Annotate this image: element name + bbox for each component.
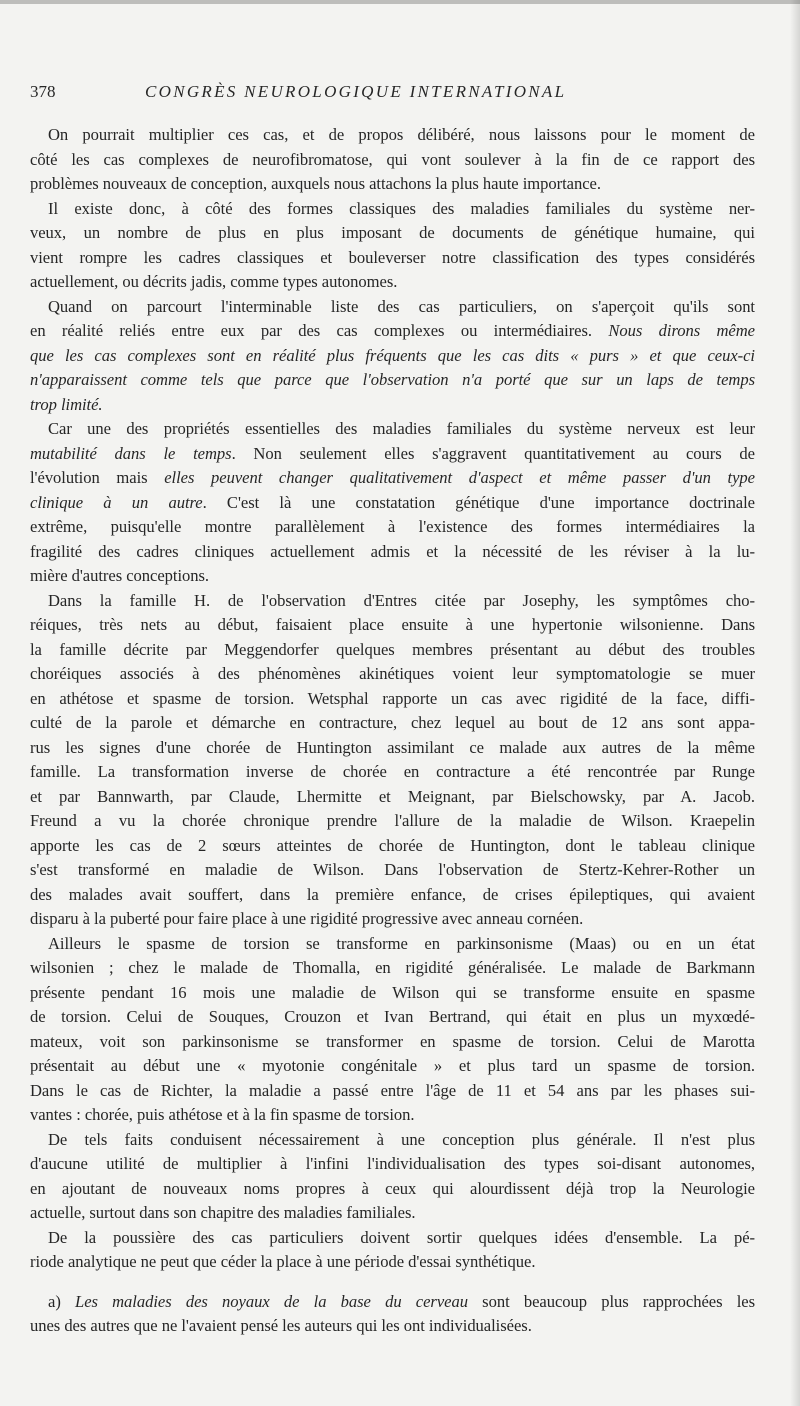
text-line [30, 1005, 755, 1030]
text-segment: fragilité des cadres cliniques actuellement admis et la nécessité de les réviser à la lu- [30, 541, 755, 561]
text-line [30, 246, 755, 271]
text-line [30, 1177, 755, 1202]
italic-text: Nous dirons même [608, 321, 755, 340]
text-line [30, 1054, 755, 1079]
text-segment: mière d'autres conceptions. [30, 566, 210, 585]
paragraph [30, 1128, 755, 1226]
text-line [30, 1079, 755, 1104]
text-segment: riode analytique ne peut que céder la place à une période d'essai synthétique. [30, 1252, 536, 1271]
paragraph [30, 197, 755, 295]
text-line [30, 662, 755, 687]
text-line [30, 393, 755, 418]
text-segment: actuelle, surtout dans son chapitre des maladies familiales. [30, 1203, 416, 1222]
text-segment: De la poussière des cas particuliers doivent sortir quelques idées d'ensemble. La pé- [48, 1227, 755, 1247]
italic-text: que les cas complexes sont en réalité plus fréquents que les cas dits « purs » et que ceux-ci [30, 345, 755, 365]
text-line [30, 319, 755, 344]
text-segment: . C'est là une constatation génétique d'une importance doctrinale [202, 492, 755, 512]
text-line [30, 981, 755, 1006]
text-line [30, 858, 755, 883]
text-line [30, 956, 755, 981]
text-segment: présente pendant 16 mois une maladie de Wilson qui se transforme ensuite en spasme [30, 982, 755, 1002]
text-segment: culté de la parole et démarche en contracture, chez lequel au bout de 12 ans sont appa- [30, 713, 755, 732]
text-line [30, 564, 755, 589]
text-segment: famille. La transformation inverse de chorée en contracture a été rencontrée par Runge [30, 762, 755, 781]
text-line [30, 344, 755, 369]
italic-text: n'apparaissent comme tels que parce que l'observation n'a porté que sur un laps de temps [30, 370, 755, 389]
text-line [30, 368, 755, 393]
text-line [30, 589, 755, 614]
text-segment: Freund a vu la chorée chronique prendre l'allure de la maladie de Wilson. Kraepelin [30, 811, 755, 830]
text-segment: actuellement, ou décrits jadis, comme types autonomes. [30, 272, 398, 291]
text-line [30, 515, 755, 540]
text-segment: mateux, voit son parkinsonisme se transformer en spasme de torsion. Celui de Marotta [30, 1031, 755, 1051]
text-line [30, 760, 755, 785]
text-segment: l'évolution mais [30, 468, 165, 487]
text-segment: s'est transformé en maladie de Wilson. Dans l'observation de Stertz-Kehrer-Rother un [30, 860, 755, 879]
text-segment: extrême, puisqu'elle montre parallèlement à l'existence des formes intermédiaires la [30, 517, 755, 536]
text-line [30, 197, 755, 222]
text-line [30, 834, 755, 859]
text-line [30, 736, 755, 761]
text-segment: wilsonien ; chez le malade de Thomalla, en rigidité généralisée. Le malade de Barkmann [30, 958, 755, 977]
text-line [30, 1226, 755, 1251]
text-segment: Dans la famille H. de l'observation d'Entres citée par Josephy, les symptômes cho- [48, 590, 755, 610]
text-line [30, 809, 755, 834]
text-segment: apporte les cas de 2 sœurs atteintes de chorée de Huntington, dont le tableau clinique [30, 835, 755, 855]
text-segment: rus les signes d'une chorée de Huntington assimilant ce malade aux autres de la même [30, 737, 755, 757]
text-line [30, 711, 755, 736]
italic-text: elles peuvent changer qualitativement d'aspect et même passer d'un type [164, 468, 755, 487]
scan-top-edge [0, 0, 800, 4]
text-line [30, 270, 755, 295]
text-segment: Quand on parcourt l'interminable liste des cas particuliers, on s'aperçoit qu'ils sont [48, 296, 755, 316]
text-line [30, 1103, 755, 1128]
text-line [30, 1152, 755, 1177]
text-segment: Car une des propriétés essentielles des maladies familiales du système nerveux est leur [48, 419, 755, 438]
text-line [30, 932, 755, 957]
text-line [30, 1030, 755, 1055]
text-segment: Ailleurs le spasme de torsion se transforme en parkinsonisme (Maas) ou en un état [48, 933, 755, 953]
text-line [30, 1128, 755, 1153]
paragraph [30, 589, 755, 932]
text-segment: a) [48, 1291, 76, 1311]
text-segment: de torsion. Celui de Souques, Crouzon et Ivan Bertrand, qui était en plus un myxœdé- [30, 1007, 755, 1026]
paragraph [30, 932, 755, 1128]
text-line [30, 123, 755, 148]
text-line [30, 883, 755, 908]
text-line [30, 1314, 755, 1339]
text-line [30, 172, 755, 197]
text-line [30, 442, 755, 467]
text-line [30, 491, 755, 516]
paragraph [30, 1226, 755, 1275]
text-segment: vantes : chorée, puis athétose et à la fin spasme de torsion. [30, 1105, 415, 1124]
text-segment: en réalité reliés entre eux par des cas complexes ou intermédiaires. [30, 321, 609, 340]
text-segment: disparu à la puberté pour faire place à une rigidité progressive avec anneau cornéen. [30, 909, 584, 928]
text-segment: réiques, très nets au début, faisaient place ensuite à une hypertonie wilsonienne. Dans [30, 615, 755, 634]
paragraph [30, 295, 755, 418]
italic-text: mutabilité dans le temps [30, 443, 232, 463]
italic-text: Les maladies des noyaux de la base du cerveau [75, 1291, 468, 1311]
text-line [30, 221, 755, 246]
paragraph [30, 123, 755, 197]
text-segment: Dans le cas de Richter, la maladie a passé entre l'âge de 11 et 54 ans par les phases sui- [30, 1080, 755, 1100]
text-line [30, 295, 755, 320]
text-line [30, 638, 755, 663]
scan-right-edge-shadow [790, 0, 800, 1406]
text-segment: unes des autres que ne l'avaient pensé les auteurs qui les ont individualisées. [30, 1316, 532, 1335]
text-segment: veux, un nombre de plus en plus imposant de documents de génétique humaine, qui [30, 223, 755, 242]
text-segment: en ajoutant de nouveaux noms propres à ceux qui alourdissent déjà trop la Neurologie [30, 1178, 755, 1198]
text-segment: côté les cas complexes de neurofibromatose, qui vont soulever à la fin de ce rapport des [30, 149, 755, 169]
text-line [30, 466, 755, 491]
italic-text: clinique à un autre [30, 492, 203, 512]
text-line [30, 1290, 755, 1315]
text-segment: On pourrait multiplier ces cas, et de propos délibéré, nous laissons pour le moment de [48, 125, 755, 144]
text-segment: Il existe donc, à côté des formes classiques des maladies familiales du système ner- [48, 198, 755, 218]
text-segment: présentait au début une « myotonie congénitale » et plus tard un spasme de torsion. [30, 1056, 755, 1075]
italic-text: trop limité. [30, 394, 103, 414]
text-line [30, 613, 755, 638]
text-line [30, 540, 755, 565]
text-segment: la famille décrite par Meggendorfer quelques membres présentant au début des troubles [30, 639, 755, 659]
text-segment: en athétose et spasme de torsion. Wetsphal rapporte un cas avec rigidité de la face, diffi- [30, 688, 755, 708]
text-segment: De tels faits conduisent nécessairement à une conception plus générale. Il n'est plus [48, 1129, 755, 1149]
paragraph [30, 417, 755, 589]
page-number: 378 [30, 82, 56, 101]
text-segment: d'aucune utilité de multiplier à l'infini l'individualisation des types soi-disant autonomes, [30, 1154, 755, 1173]
page-header [30, 82, 755, 106]
text-segment: et par Bannwarth, par Claude, Lhermitte et Meignant, par Bielschowsky, par A. Jacob. [30, 786, 755, 806]
text-line [30, 148, 755, 173]
text-line [30, 907, 755, 932]
text-line [30, 1250, 755, 1275]
text-line [30, 1201, 755, 1226]
text-line [30, 687, 755, 712]
text-line [30, 785, 755, 810]
running-title: CONGRÈS NEUROLOGIQUE INTERNATIONAL [145, 82, 567, 101]
paragraph [30, 1290, 755, 1339]
text-line [30, 417, 755, 442]
text-segment: vient rompre les cadres classiques et bouleverser notre classification des types considérés [30, 247, 755, 267]
text-segment: . Non seulement elles s'aggravent quantitativement au cours de [231, 443, 755, 463]
text-segment: des malades avait souffert, dans la première enfance, de crises épileptiques, qui avaient [30, 884, 755, 904]
text-segment: sont beaucoup plus rapprochées les [467, 1291, 755, 1311]
text-segment: choréiques associés à des phénomènes akinétiques voient leur symptomatologie se muer [30, 664, 755, 683]
body-text [30, 123, 755, 1339]
text-segment: problèmes nouveaux de conception, auxquels nous attachons la plus haute importance. [30, 174, 601, 193]
